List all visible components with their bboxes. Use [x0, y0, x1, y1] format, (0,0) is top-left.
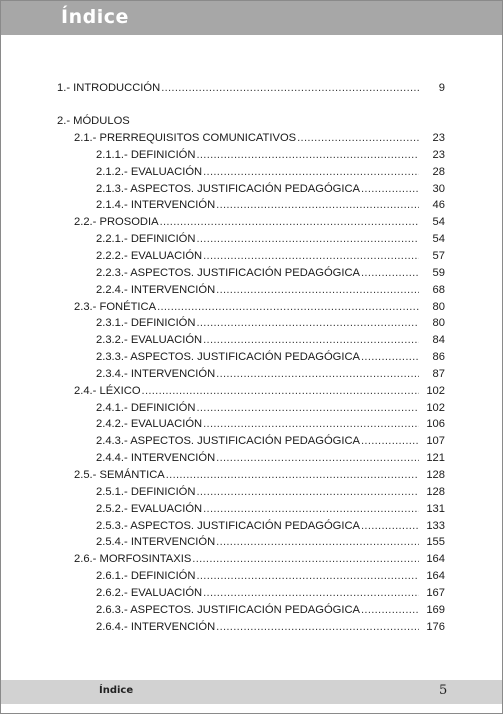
toc-entry [96, 233, 445, 249]
toc-leader-dots [203, 166, 419, 178]
toc-entry-page: 164 [426, 553, 445, 566]
toc-entry [96, 199, 445, 215]
toc-entry [96, 621, 445, 637]
toc-leader-dots [361, 435, 419, 447]
toc-entry [96, 536, 445, 552]
toc-leader-dots [203, 418, 419, 430]
toc-entry-label: 2.4.- LÉXICO [74, 384, 141, 397]
toc-entry-label: 2.- MÓDULOS [57, 115, 130, 127]
toc-entry-label: 2.1.1.- DEFINICIÓN [96, 148, 196, 161]
toc-leader-dots [196, 233, 419, 245]
toc-leader-dots [196, 149, 419, 161]
toc-leader-dots [361, 183, 419, 195]
toc-leader-dots [216, 621, 419, 633]
toc-entry-page: 80 [432, 317, 445, 330]
page-header [1, 1, 502, 35]
toc-leader-dots [216, 284, 419, 296]
toc-entry-page: 9 [438, 82, 445, 94]
toc-entry [96, 368, 445, 384]
toc-entry [96, 334, 445, 350]
toc-entry-page: 54 [432, 216, 445, 229]
toc-entry [74, 301, 445, 317]
toc-entry-page: 176 [426, 620, 445, 633]
toc-entry [96, 183, 445, 199]
toc-leader-dots [166, 469, 419, 481]
toc-entry-page: 84 [432, 334, 445, 347]
toc-entry [74, 385, 445, 401]
toc-entry-label: 2.6.- MORFOSINTAXIS [74, 553, 192, 566]
toc-entry-page: 102 [426, 384, 445, 397]
toc-entry-label: 2.1.3.- ASPECTOS. JUSTIFICACIÓN PEDAGÓGICA [96, 182, 361, 195]
toc-entry-page: 30 [432, 182, 445, 195]
toc-leader-dots [216, 452, 419, 464]
toc-leader-dots [203, 334, 419, 346]
toc-leader-dots [203, 587, 419, 599]
toc-entry-label: 2.2.4.- INTERVENCIÓN [96, 283, 216, 296]
toc-entry [74, 469, 445, 485]
toc-entry-page: 121 [426, 452, 445, 465]
toc-entry-label: 2.2.- PROSODIA [74, 216, 159, 229]
toc-entry-label: 2.5.3.- ASPECTOS. JUSTIFICACIÓN PEDAGÓGICA [96, 519, 361, 532]
toc-entry [96, 587, 445, 603]
toc-entry-label: 2.2.2.- EVALUACIÓN [96, 249, 203, 262]
toc-leader-dots [216, 199, 419, 211]
toc-leader-dots [361, 267, 419, 279]
toc-entry-page: 23 [432, 148, 445, 161]
toc-leader-dots [203, 250, 419, 262]
toc-entry-label: 2.6.4.- INTERVENCIÓN [96, 620, 216, 633]
toc-entry-page: 128 [426, 469, 445, 481]
toc-entry-page: 155 [426, 536, 445, 549]
toc-entry-page: 59 [432, 266, 445, 279]
toc-entry-label: 2.5.- SEMÁNTICA [74, 469, 165, 481]
toc-leader-dots [161, 82, 419, 94]
toc-entry-page: 106 [426, 418, 445, 431]
toc-entry [96, 452, 445, 468]
toc-entry [74, 132, 445, 148]
toc-entry-label: 1.- INTRODUCCIÓN [57, 82, 161, 94]
toc-entry [96, 486, 445, 502]
toc-entry-page: 57 [432, 249, 445, 262]
toc-entry-label: 2.4.2.- EVALUACIÓN [96, 418, 203, 431]
toc-entry [96, 351, 445, 367]
toc-entry-label: 2.6.3.- ASPECTOS. JUSTIFICACIÓN PEDAGÓGICA [96, 603, 361, 616]
toc-entry-page: 133 [426, 519, 445, 532]
toc-leader-dots [361, 520, 419, 532]
toc-entry-page: 46 [432, 199, 445, 212]
toc-entry [57, 82, 445, 98]
toc-entry [96, 317, 445, 333]
toc-entry [96, 166, 445, 182]
toc-entry [96, 418, 445, 434]
toc-entry-label: 2.2.1.- DEFINICIÓN [96, 233, 196, 246]
toc-entry [96, 402, 445, 418]
toc-entry-label: 2.4.1.- DEFINICIÓN [96, 401, 196, 414]
toc-leader-dots [192, 553, 419, 565]
toc-entry-label: 2.3.3.- ASPECTOS. JUSTIFICACIÓN PEDAGÓGICA [96, 351, 361, 364]
toc-leader-dots [157, 301, 419, 313]
toc-leader-dots [361, 604, 419, 616]
toc-entry-page: 107 [426, 435, 445, 448]
toc-leader-dots [142, 385, 419, 397]
toc-leader-dots [196, 570, 419, 582]
toc-entry [96, 284, 445, 300]
toc-leader-dots [216, 536, 419, 548]
toc-entry [96, 570, 445, 586]
toc-entry-page: 128 [426, 485, 445, 498]
toc-entry-page: 68 [432, 283, 445, 296]
footer-page-number: 5 [439, 683, 448, 698]
toc-leader-dots [196, 486, 419, 498]
toc-entry [74, 216, 445, 232]
toc-entry-label: 2.5.1.- DEFINICIÓN [96, 485, 196, 498]
toc-entry [57, 115, 445, 131]
toc-entry [96, 267, 445, 283]
toc-entry-label: 2.6.1.- DEFINICIÓN [96, 570, 196, 583]
toc-entry-label: 2.4.4.- INTERVENCIÓN [96, 452, 216, 465]
toc-entry-label: 2.3.1.- DEFINICIÓN [96, 317, 196, 330]
toc-entry-page: 28 [432, 165, 445, 178]
footer-title: Índice [99, 685, 134, 696]
toc-entry-page: 169 [426, 603, 445, 616]
toc-leader-dots [196, 317, 419, 329]
toc-leader-dots [160, 216, 419, 228]
toc-entry [96, 520, 445, 536]
toc-leader-dots [216, 368, 419, 380]
toc-entry-label: 2.1.2.- EVALUACIÓN [96, 165, 203, 178]
toc-leader-dots [196, 402, 419, 414]
toc-entry-label: 2.2.3.- ASPECTOS. JUSTIFICACIÓN PEDAGÓGICA [96, 266, 361, 279]
toc-entry-page: 80 [432, 300, 445, 313]
toc-entry-page: 167 [426, 586, 445, 599]
page-footer [1, 680, 502, 704]
toc-entry-page: 131 [426, 502, 445, 515]
toc-leader-dots [203, 503, 419, 515]
toc-entry-page: 23 [432, 132, 445, 144]
toc-entry-label: 2.1.- PRERREQUISITOS COMUNICATIVOS [74, 132, 297, 144]
toc-entry [74, 553, 445, 569]
toc-entry [96, 250, 445, 266]
toc-entry-page: 54 [432, 233, 445, 246]
toc-entry-page: 164 [426, 570, 445, 583]
toc-entry-label: 2.6.2.- EVALUACIÓN [96, 586, 203, 599]
toc-leader-dots [361, 351, 419, 363]
toc-entry-page: 86 [432, 351, 445, 364]
toc-entry-label: 2.5.4.- INTERVENCIÓN [96, 536, 216, 549]
toc-leader-dots [297, 132, 419, 144]
toc-entry [96, 149, 445, 165]
toc-entry-label: 2.4.3.- ASPECTOS. JUSTIFICACIÓN PEDAGÓGICA [96, 435, 361, 448]
toc-entry-page: 87 [432, 367, 445, 380]
toc-entry-label: 2.1.4.- INTERVENCIÓN [96, 199, 216, 212]
toc-entry-label: 2.5.2.- EVALUACIÓN [96, 502, 203, 515]
toc-entry [96, 604, 445, 620]
page-title: Índice [61, 6, 129, 28]
toc-entry-label: 2.3.4.- INTERVENCIÓN [96, 367, 216, 380]
toc-entry-label: 2.3.- FONÉTICA [74, 300, 157, 313]
toc-entry [96, 435, 445, 451]
toc-entry-label: 2.3.2.- EVALUACIÓN [96, 334, 203, 347]
toc-entry-page: 102 [426, 401, 445, 414]
toc-entry [96, 503, 445, 519]
